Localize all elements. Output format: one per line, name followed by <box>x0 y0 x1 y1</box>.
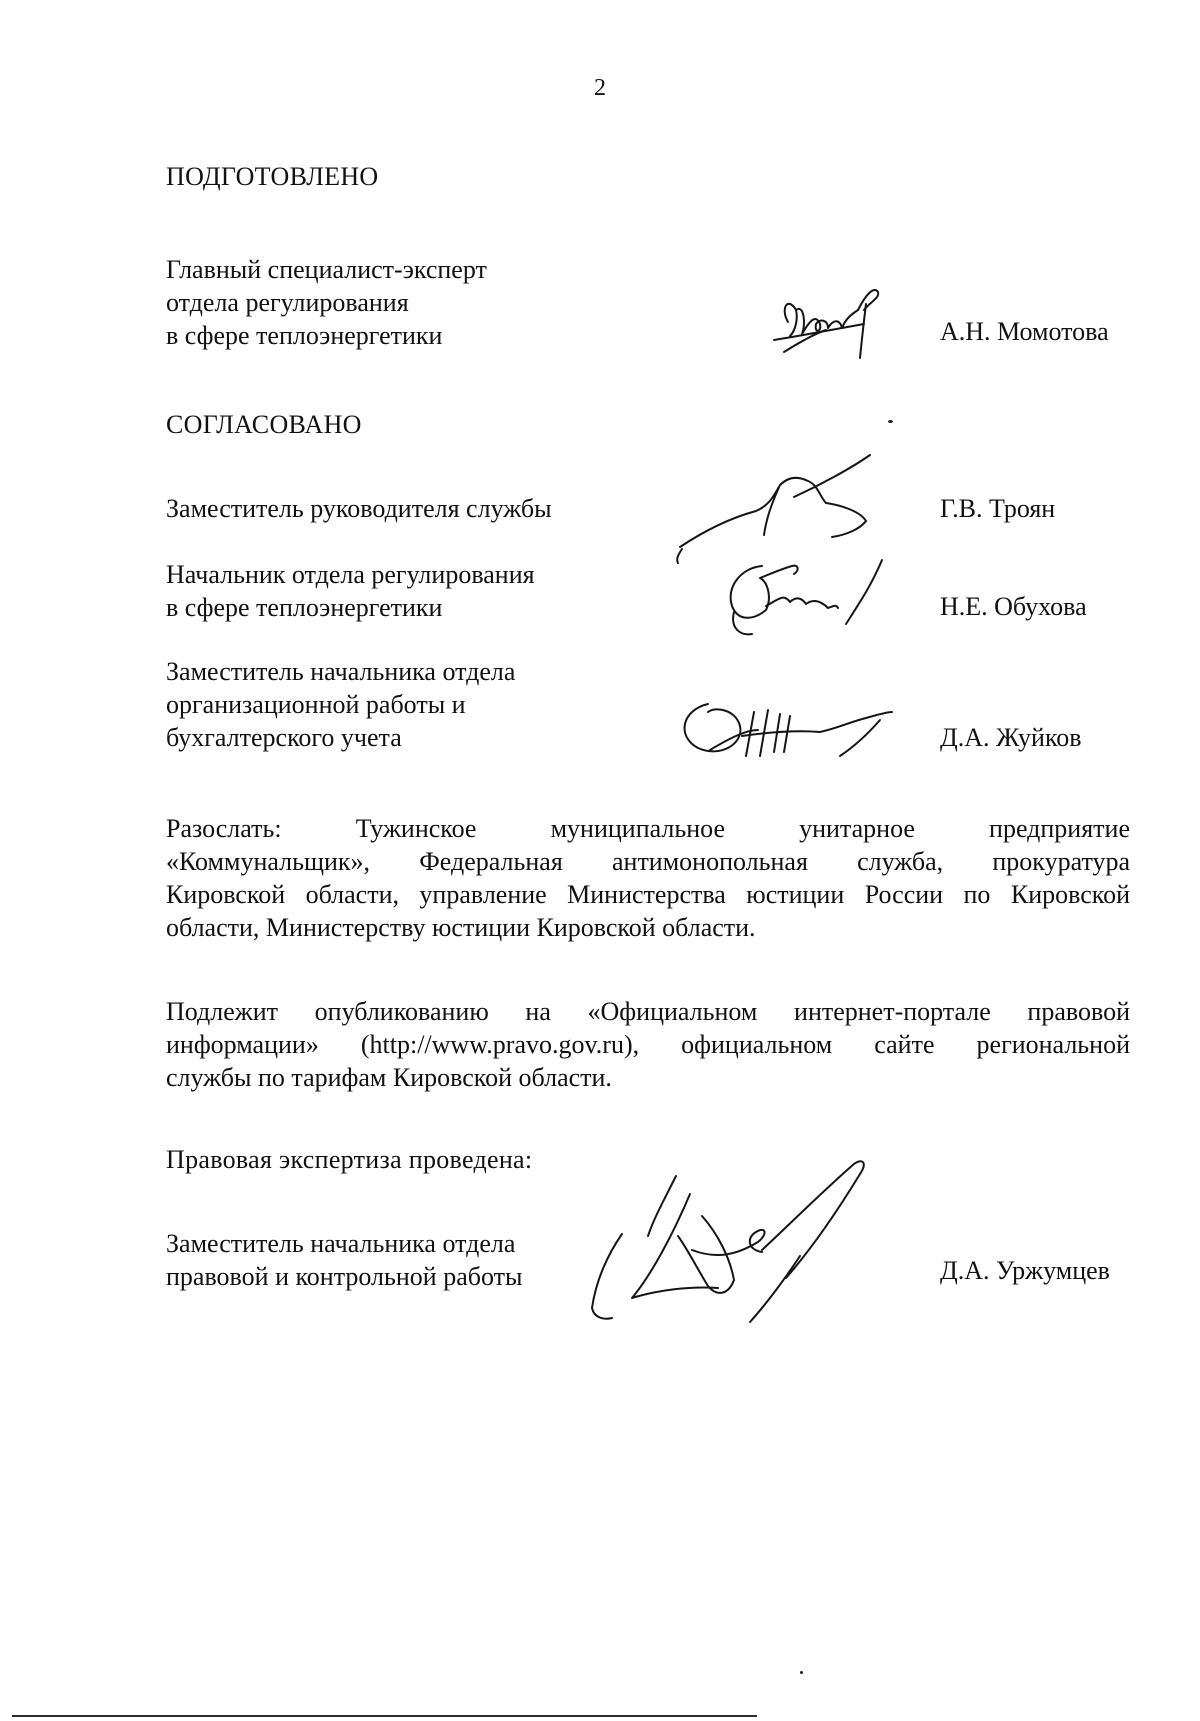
prepared-heading: ПОДГОТОВЛЕНО <box>166 162 379 191</box>
page-number: 2 <box>594 75 606 101</box>
legal-review-heading: Правовая экспертиза проведена: <box>166 1145 533 1174</box>
signatory-2-position <box>166 558 726 624</box>
signatory-position-line: Начальник отдела регулирования <box>166 560 535 589</box>
ink-dot <box>800 1671 803 1674</box>
signatory-position-line: организационной работы и <box>166 690 466 719</box>
signature-obukhova <box>710 548 890 648</box>
signatory-3-name: Д.А. Жуйков <box>940 723 1082 752</box>
prepared-name: А.Н. Момотова <box>940 317 1109 346</box>
distribution-line: Разослать: Тужинское муниципальное унитарное предприятие <box>166 814 1130 843</box>
signature-urzhumtsev <box>578 1150 918 1325</box>
signatory-3-position <box>166 655 726 754</box>
legal-review-position-line: правовой и контрольной работы <box>166 1262 523 1291</box>
signatory-1-name: Г.В. Троян <box>940 494 1056 523</box>
signature-momotova <box>770 280 900 370</box>
prepared-position-line: отдела регулирования <box>166 288 409 317</box>
signatory-position-line: в сфере теплоэнергетики <box>166 593 443 622</box>
signatory-position-line: бухгалтерского учета <box>166 723 402 752</box>
signatory-position-line: Заместитель начальника отдела <box>166 657 516 686</box>
distribution-line: «Коммунальщик», Федеральная антимонопольная служба, прокуратура <box>166 847 1130 876</box>
prepared-position-line: в сфере теплоэнергетики <box>166 321 443 350</box>
signatory-1-position <box>166 492 726 525</box>
signatory-2-name: Н.Е. Обухова <box>940 592 1087 621</box>
publication-paragraph <box>166 995 1130 1094</box>
prepared-position-line: Главный специалист-эксперт <box>166 255 487 284</box>
bottom-rule <box>12 1715 757 1717</box>
distribution-line: области, Министерству юстиции Кировской области. <box>166 913 756 942</box>
publication-line: информации» (http://www.pravo.gov.ru), официальном сайте региональной <box>166 1030 1130 1059</box>
ink-mark <box>888 420 893 423</box>
legal-review-position-line: Заместитель начальника отдела <box>166 1229 516 1258</box>
prepared-position <box>166 253 726 352</box>
signature-zhuikov <box>670 690 910 770</box>
signatory-position-line: Заместитель руководителя службы <box>166 494 552 523</box>
publication-line: Подлежит опубликованию на «Официальном интернет-портале правовой <box>166 997 1130 1026</box>
publication-line: службы по тарифам Кировской области. <box>166 1063 612 1092</box>
agreed-heading: СОГЛАСОВАНО <box>166 410 362 439</box>
distribution-line: Кировской области, управление Министерства юстиции России по Кировской <box>166 880 1130 909</box>
distribution-paragraph <box>166 812 1130 944</box>
legal-review-name: Д.А. Уржумцев <box>940 1256 1110 1285</box>
